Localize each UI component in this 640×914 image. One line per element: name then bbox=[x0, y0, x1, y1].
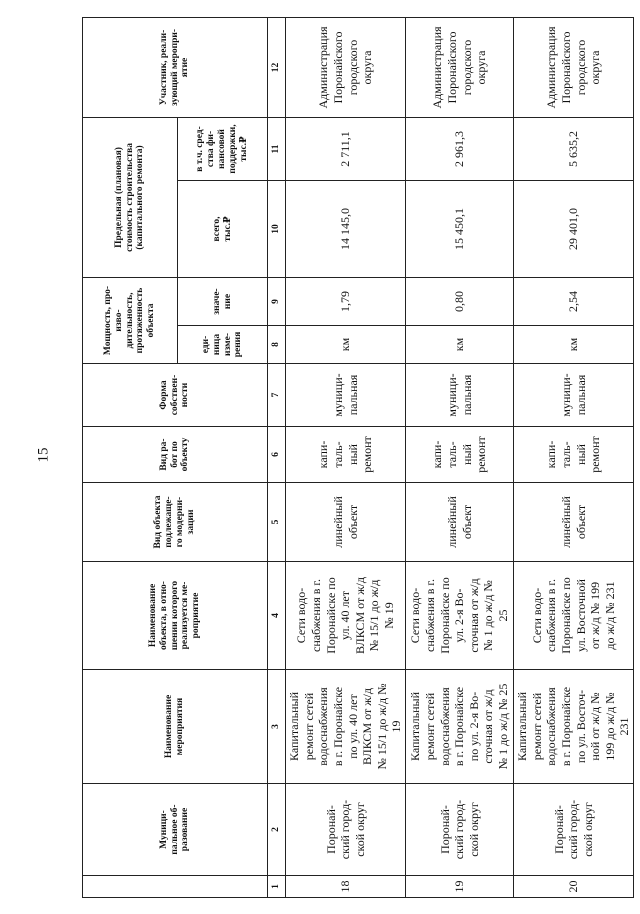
row-number: 19 bbox=[406, 876, 514, 898]
value-cell: 1,79 bbox=[286, 277, 406, 325]
header-cost-total: всего, тыс.₽ bbox=[178, 180, 268, 277]
event-cell: Капитальный ремонт сетей водоснабжения в г. Поронайске по ул. 2-я Во- сточная от ж/д № 1 до ж/д № 25 bbox=[406, 670, 514, 784]
participant-cell: Администрация Поронайского городского округа bbox=[406, 17, 514, 117]
ownership-cell: муници- пальная bbox=[286, 364, 406, 427]
unit-cell: км bbox=[406, 326, 514, 364]
header-participant: Участник, реали- зующий меропри- ятие bbox=[83, 17, 268, 117]
municipality-cell: Поронай- ский город- ской округ bbox=[514, 784, 634, 876]
participant-cell: Администрация Поронайского городского округа bbox=[286, 17, 406, 117]
header-work-type: Вид ра- бот по объекту bbox=[83, 427, 268, 483]
column-number: 6 bbox=[268, 427, 286, 483]
row-number: 20 bbox=[514, 876, 634, 898]
page-number: 15 bbox=[35, 447, 52, 463]
header-cost-support: в т.ч. сред- ства фи- нансовой поддержки, тыс.₽ bbox=[178, 117, 268, 180]
ownership-cell: муници- пальная bbox=[406, 364, 514, 427]
header-row-1 bbox=[83, 17, 178, 897]
work-type-cell: капи- таль- ный ремонт bbox=[286, 427, 406, 483]
column-number: 7 bbox=[268, 364, 286, 427]
municipality-cell: Поронай- ский город- ской округ bbox=[286, 784, 406, 876]
cost-support-cell: 2 961,3 bbox=[406, 117, 514, 180]
object-type-cell: линейный объект bbox=[514, 483, 634, 562]
unit-cell: км bbox=[286, 326, 406, 364]
events-table bbox=[82, 17, 634, 898]
value-cell: 0,80 bbox=[406, 277, 514, 325]
value-cell: 2,54 bbox=[514, 277, 634, 325]
header-object-name: Наименование объекта, в отно- шении которого реализуется ме- роприятие bbox=[83, 562, 268, 670]
header-capacity-unit: еди- ница изме- рения bbox=[178, 326, 268, 364]
work-type-cell: капи- таль- ный ремонт bbox=[514, 427, 634, 483]
object-cell: Сети водо- снабжения в г. Поронайске по ул. Восточной от ж/д № 199 до ж/д № 231 bbox=[514, 562, 634, 670]
rotated-table-container bbox=[82, 18, 632, 898]
column-number: 2 bbox=[268, 784, 286, 876]
object-type-cell: линейный объект bbox=[286, 483, 406, 562]
table-row bbox=[406, 17, 514, 897]
table-row bbox=[514, 17, 634, 897]
ownership-cell: муници- пальная bbox=[514, 364, 634, 427]
header-object-type: Вид объекта подлежаще- го модерни- зации bbox=[83, 483, 268, 562]
cost-total-cell: 14 145,0 bbox=[286, 180, 406, 277]
unit-cell: км bbox=[514, 326, 634, 364]
column-number: 9 bbox=[268, 277, 286, 325]
object-type-cell: линейный объект bbox=[406, 483, 514, 562]
column-number: 3 bbox=[268, 670, 286, 784]
column-number: 12 bbox=[268, 17, 286, 117]
column-number: 4 bbox=[268, 562, 286, 670]
municipality-cell: Поронай- ский город- ской округ bbox=[406, 784, 514, 876]
event-cell: Капитальный ремонт сетей водоснабжения в г. Поронайске по ул. 40 лет ВЛКСМ от ж/д № 15/1 до ж/д № 19 bbox=[286, 670, 406, 784]
cost-total-cell: 15 450,1 bbox=[406, 180, 514, 277]
column-number: 1 bbox=[268, 876, 286, 898]
header-municipality: Муници- пальное об- разование bbox=[83, 784, 268, 876]
header-event-name: Наименование мероприятия bbox=[83, 670, 268, 784]
header-col1 bbox=[83, 876, 268, 898]
cost-total-cell: 29 401,0 bbox=[514, 180, 634, 277]
header-ownership: Форма собствен- ности bbox=[83, 364, 268, 427]
object-cell: Сети водо- снабжения в г. Поронайске по ул. 40 лет ВЛКСМ от ж/д № 15/1 до ж/д № 19 bbox=[286, 562, 406, 670]
header-capacity-value: значе- ние bbox=[178, 277, 268, 325]
object-cell: Сети водо- снабжения в г. Поронайске по ул. 2-я Во- сточная от ж/д № 1 до ж/д № 25 bbox=[406, 562, 514, 670]
column-number: 10 bbox=[268, 180, 286, 277]
header-capacity-group: Мощность, про- изво- дительность, протяженность объекта bbox=[83, 277, 178, 363]
table-row bbox=[286, 17, 406, 897]
participant-cell: Администрация Поронайского городского округа bbox=[514, 17, 634, 117]
work-type-cell: капи- таль- ный ремонт bbox=[406, 427, 514, 483]
column-number: 11 bbox=[268, 117, 286, 180]
cost-support-cell: 5 635,2 bbox=[514, 117, 634, 180]
cost-support-cell: 2 711,1 bbox=[286, 117, 406, 180]
event-cell: Капитальный ремонт сетей водоснабжения в г. Поронайске по ул. Восточ- ной от ж/д № 199 до ж/д № 231 bbox=[514, 670, 634, 784]
row-number: 18 bbox=[286, 876, 406, 898]
column-number: 8 bbox=[268, 326, 286, 364]
column-number-row bbox=[268, 17, 286, 897]
column-number: 5 bbox=[268, 483, 286, 562]
header-cost-group: Предельная (плановая) стоимость строительства (капитального ремонта) bbox=[83, 117, 178, 277]
